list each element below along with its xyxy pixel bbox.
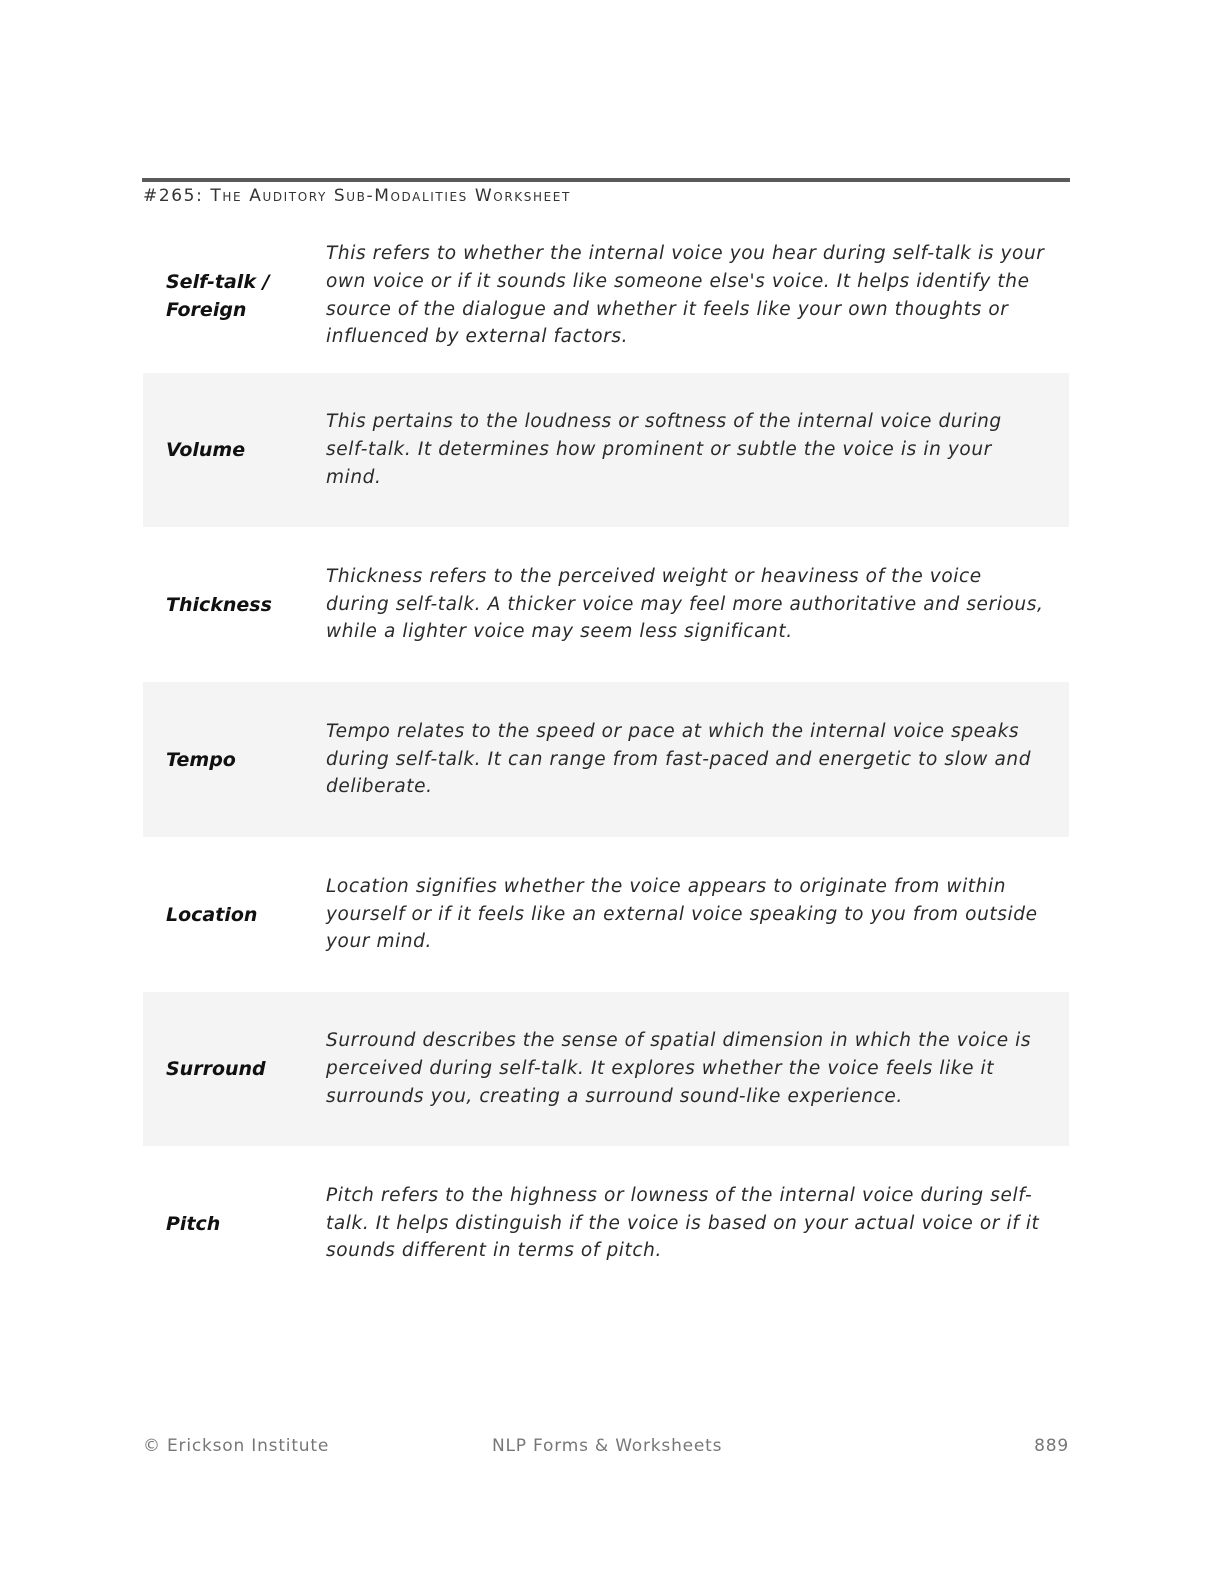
footer-page-number: 889 [1034,1436,1069,1456]
row-term: Self-talk / Foreign [166,270,270,321]
table-row [143,992,1069,1146]
row-description: Thickness refers to the perceived weight or heaviness of the voice during self-talk. A thicker voice may feel more authoritative and serious, while a lighter voice may seem less significant. [326,565,1044,643]
table-row [143,682,1069,837]
footer-copyright: © Erickson Institute [143,1436,330,1456]
row-term: Thickness [166,593,272,616]
table-row [143,527,1069,682]
footer-book-title: NLP Forms & Worksheets [492,1436,723,1456]
table-row [143,373,1069,527]
header-rule [142,178,1070,182]
row-term: Tempo [166,748,236,771]
table-row [143,1146,1069,1301]
row-description: This refers to whether the internal voice you hear during self-talk is your own voice or if it sounds like someone else's voice. It helps identify the source of the dialogue and whether it feels like your own thoughts or influenced by external factors. [326,243,1045,348]
row-description: Surround describes the sense of spatial dimension in which the voice is perceived during self-talk. It explores whether the voice feels like it surrounds you, creating a surround sound-like experience. [326,1030,1032,1107]
row-term: Surround [166,1058,266,1080]
row-term: Location [166,903,258,926]
row-description: This pertains to the loudness or softness of the internal voice during self-talk. It determines how prominent or subtle the voice is in your mind. [326,411,1002,488]
submodalities-table [143,218,1069,1301]
table-row [143,218,1069,373]
row-term: Pitch [166,1212,221,1235]
row-description: Pitch refers to the highness or lowness of the internal voice during self-talk. It helps distinguish if the voice is based on your actual voice or if it sounds different in terms of pitch. [326,1184,1040,1262]
page-title: #265: The Auditory Sub-Modalities Worksheet [143,186,571,206]
table-row [143,837,1069,992]
row-description: Location signifies whether the voice appears to originate from within yourself or if it feels like an external voice speaking to you from outside your mind. [326,875,1038,953]
row-description: Tempo relates to the speed or pace at which the internal voice speaks during self-talk. It can range from fast-paced and energetic to slow and deliberate. [326,720,1032,798]
row-term: Volume [166,439,246,461]
